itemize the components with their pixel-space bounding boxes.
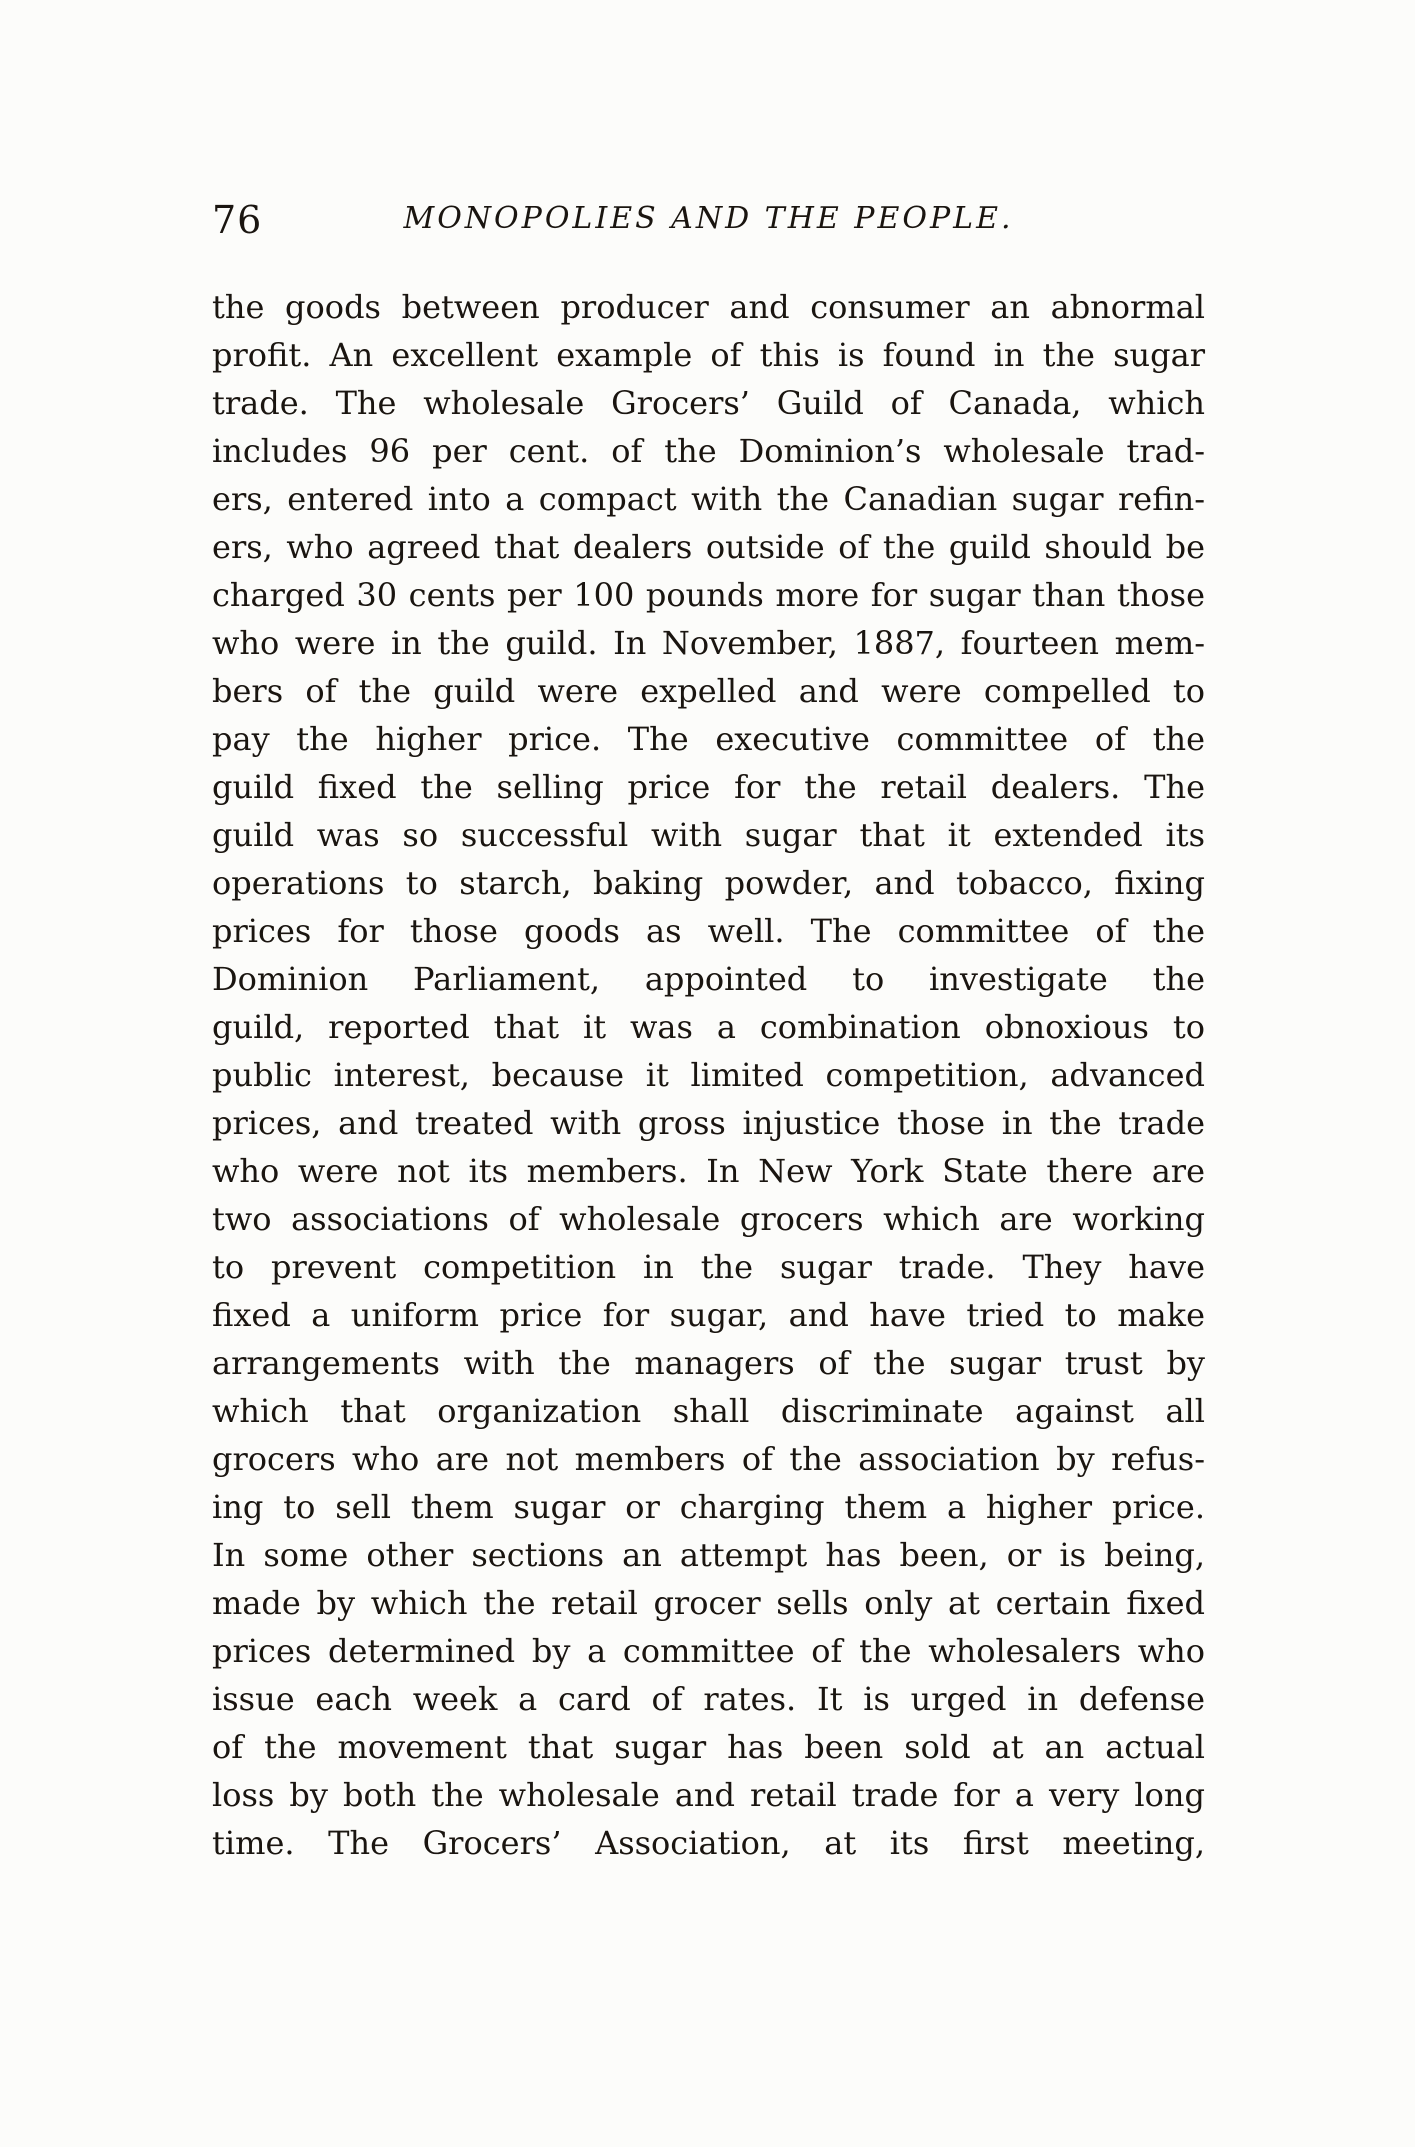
text-line: the goods between producer and consumer an abnormal — [212, 288, 1205, 326]
text-line: loss by both the wholesale and retail trade for a very long — [212, 1776, 1205, 1814]
text-line: issue each week a card of rates. It is urged in defense — [212, 1680, 1205, 1718]
text-line: guild fixed the selling price for the retail dealers. The — [212, 768, 1205, 806]
text-line: guild, reported that it was a combination obnoxious to — [212, 1008, 1205, 1046]
text-line: ing to sell them sugar or charging them a higher price. — [212, 1488, 1205, 1526]
text-line: bers of the guild were expelled and were compelled to — [212, 672, 1205, 710]
text-line: to prevent competition in the sugar trade. They have — [212, 1248, 1205, 1286]
text-line: public interest, because it limited competition, advanced — [212, 1056, 1205, 1094]
text-line: who were not its members. In New York State there are — [212, 1152, 1205, 1190]
text-line: In some other sections an attempt has been, or is being, — [212, 1536, 1205, 1574]
text-line: ers, who agreed that dealers outside of the guild should be — [212, 528, 1205, 566]
text-line: includes 96 per cent. of the Dominion’s wholesale trad- — [212, 432, 1205, 470]
text-line: two associations of wholesale grocers which are working — [212, 1200, 1205, 1238]
text-line: who were in the guild. In November, 1887, fourteen mem- — [212, 624, 1205, 662]
text-line: prices, and treated with gross injustice those in the trade — [212, 1104, 1205, 1142]
text-line: made by which the retail grocer sells only at certain fixed — [212, 1584, 1205, 1622]
running-head-title: MONOPOLIES AND THE PEOPLE. — [403, 201, 1014, 236]
text-line: ers, entered into a compact with the Canadian sugar refin- — [212, 480, 1205, 518]
text-line: which that organization shall discriminate against all — [212, 1392, 1205, 1430]
text-line: fixed a uniform price for sugar, and have tried to make — [212, 1296, 1205, 1334]
text-line: Dominion Parliament, appointed to investigate the — [212, 960, 1205, 998]
text-line: trade. The wholesale Grocers’ Guild of Canada, which — [212, 384, 1205, 422]
page-header — [212, 196, 1205, 248]
text-line: pay the higher price. The executive committee of the — [212, 720, 1205, 758]
text-line: guild was so successful with sugar that it extended its — [212, 816, 1205, 854]
text-line: of the movement that sugar has been sold at an actual — [212, 1728, 1205, 1766]
page-number: 76 — [212, 198, 263, 242]
text-line: operations to starch, baking powder, and tobacco, fixing — [212, 864, 1205, 902]
text-line: time. The Grocers’ Association, at its first meeting, — [212, 1824, 1205, 1862]
body-text — [212, 283, 1205, 1867]
text-line: arrangements with the managers of the sugar trust by — [212, 1344, 1205, 1382]
text-line: profit. An excellent example of this is found in the sugar — [212, 336, 1205, 374]
text-line: prices determined by a committee of the wholesalers who — [212, 1632, 1205, 1670]
text-line: charged 30 cents per 100 pounds more for sugar than those — [212, 576, 1205, 614]
text-line: grocers who are not members of the association by refus- — [212, 1440, 1205, 1478]
text-line: prices for those goods as well. The committee of the — [212, 912, 1205, 950]
